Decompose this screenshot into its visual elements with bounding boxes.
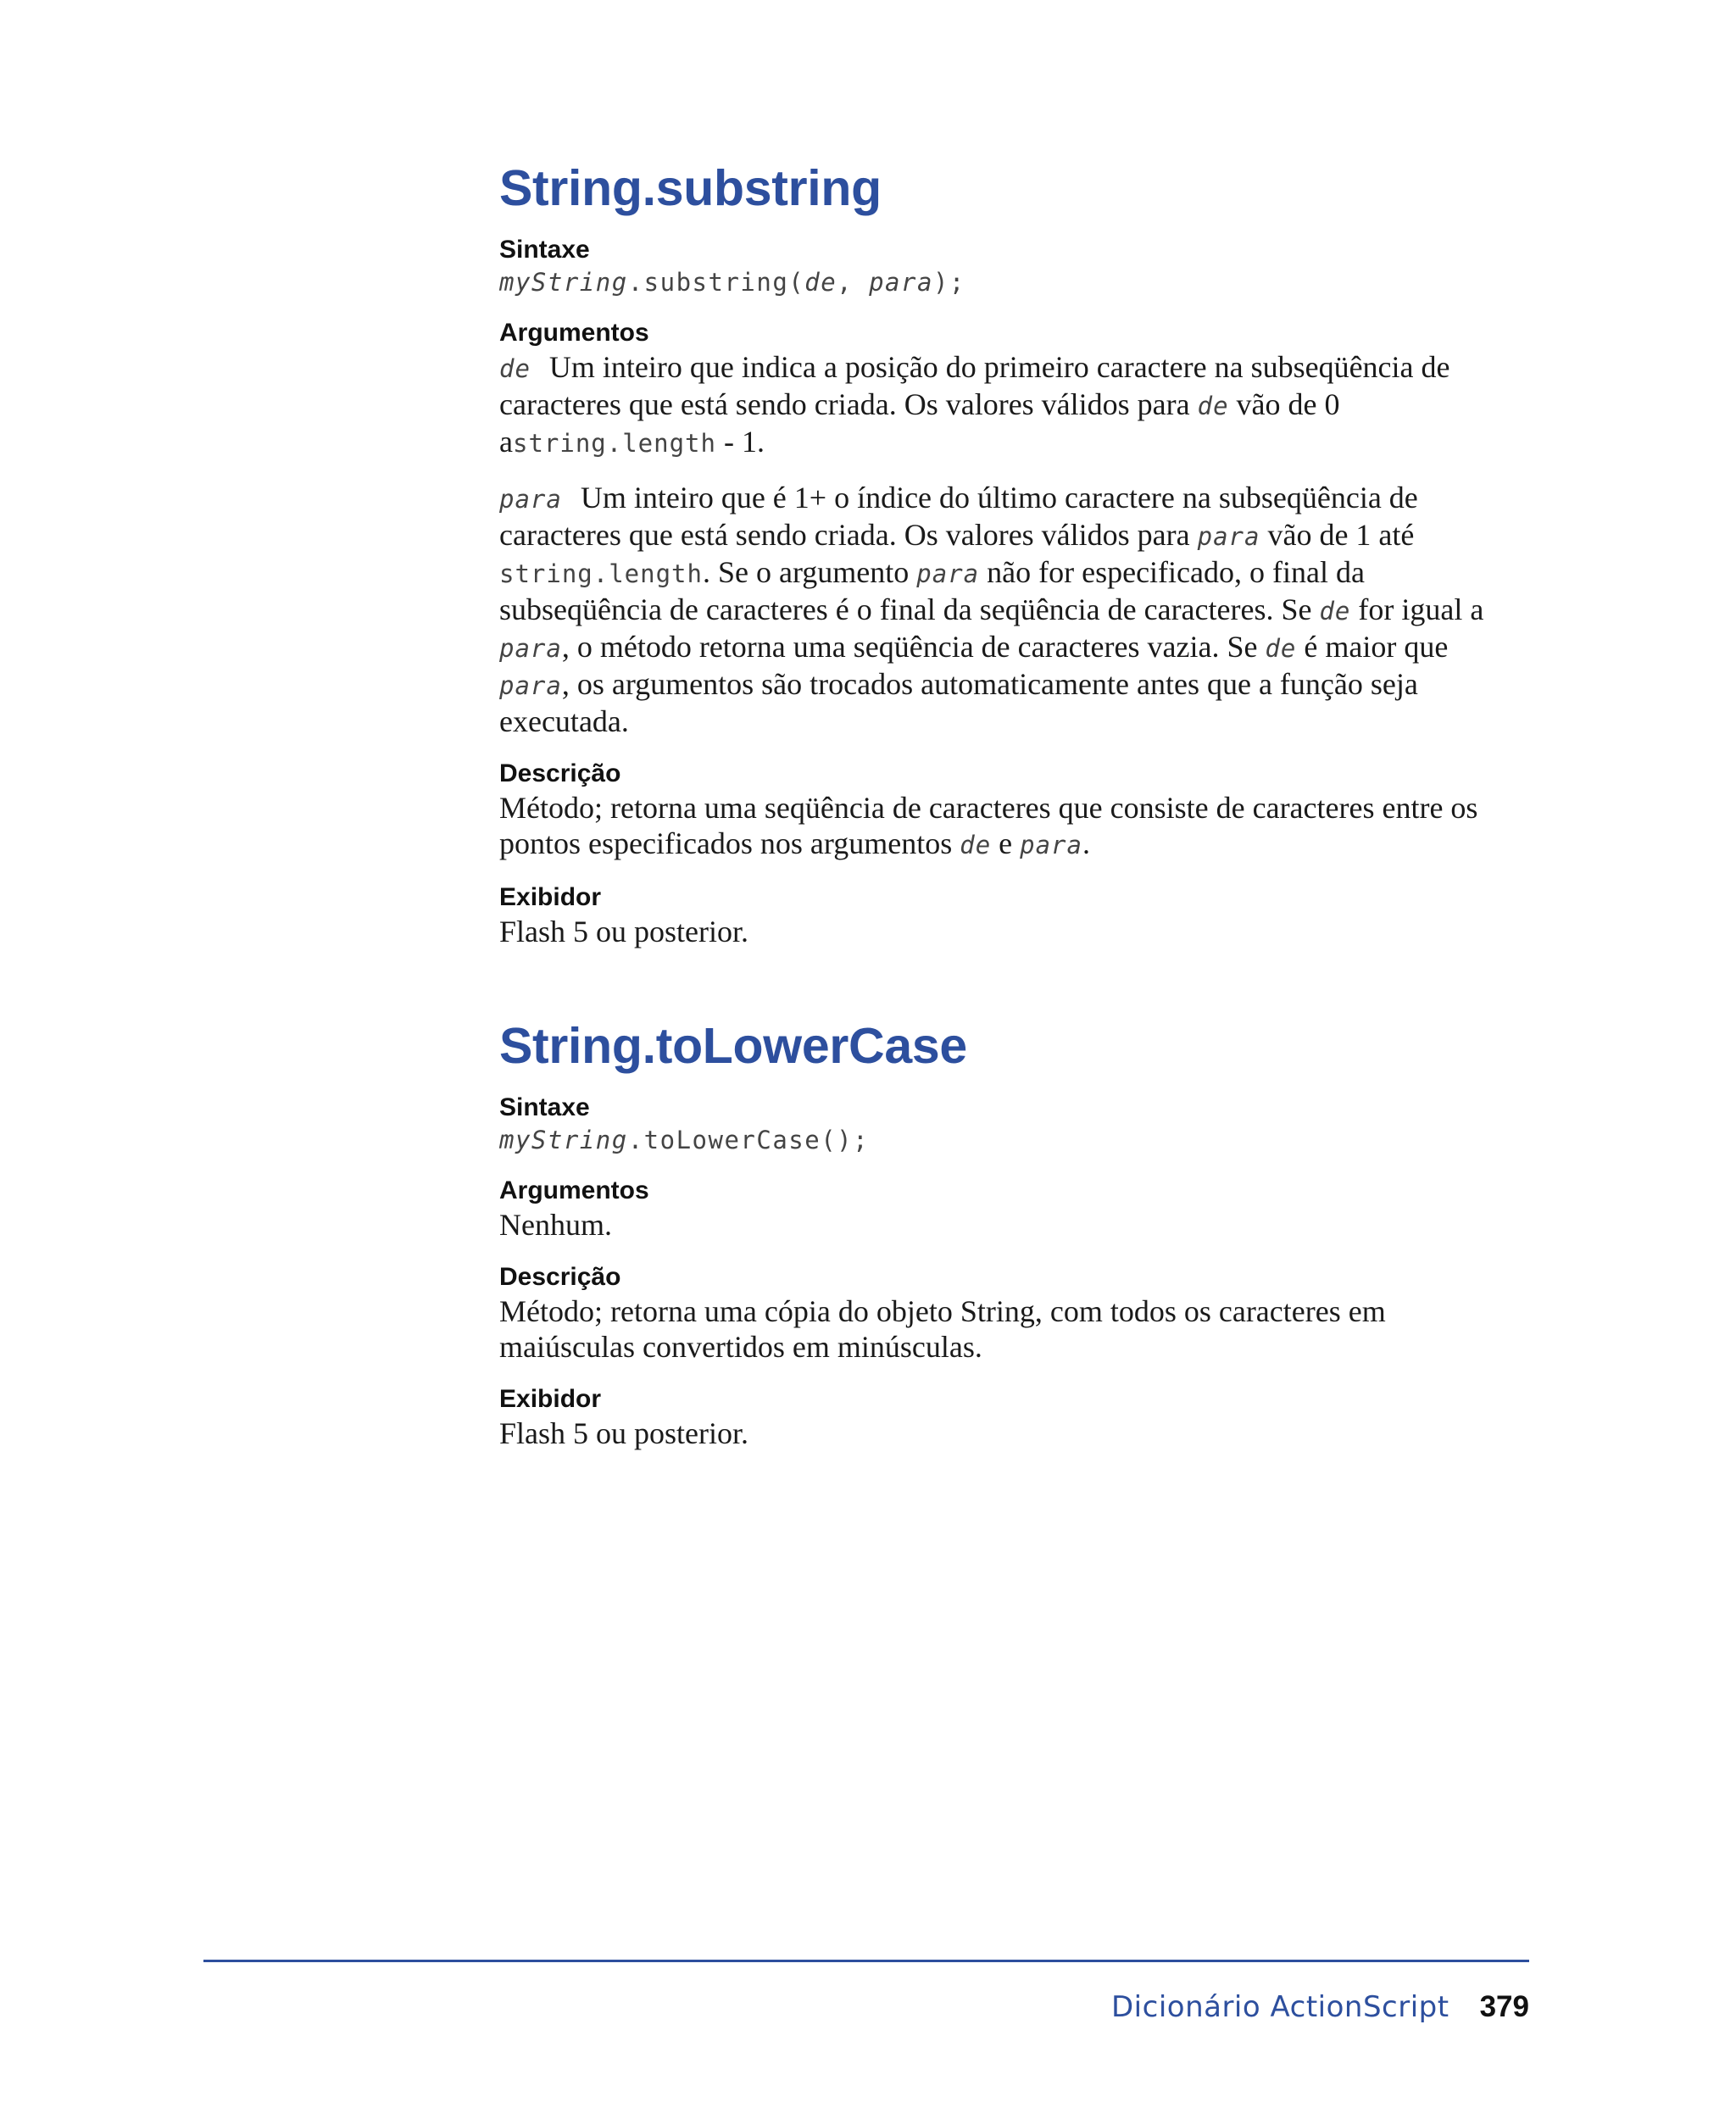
argument-text: for igual a: [1350, 592, 1484, 626]
argument-para: [499, 480, 1516, 739]
syntax-separator: ,: [837, 268, 870, 297]
player-text: Flash 5 ou posterior.: [499, 915, 748, 948]
page-number: 379: [1479, 1990, 1529, 2023]
inline-code: de: [1197, 392, 1229, 420]
arguments-text: Nenhum.: [499, 1208, 612, 1242]
inline-code: para: [916, 559, 980, 588]
arguments-section: [499, 317, 1516, 739]
inline-code: string.length: [499, 559, 703, 588]
description-text: Método; retorna uma cópia do objeto String, com todos os caracteres em maiúsculas convertidos em minúsculas.: [499, 1294, 1386, 1364]
syntax-arg-para: para: [869, 268, 933, 297]
inline-code: de: [1319, 597, 1351, 626]
entry-title: String.substring: [499, 160, 882, 216]
player-label: Exibidor: [499, 883, 602, 911]
syntax-section: [499, 1092, 1516, 1156]
argument-text: não for especificado, o final da subseqüência de caracteres é o final da seqüência de caracteres. Se: [499, 555, 1365, 626]
argument-de: [499, 349, 1516, 461]
arguments-section: [499, 1175, 1516, 1243]
inline-code: para: [499, 634, 562, 663]
syntax-section: [499, 234, 1516, 298]
syntax-label: Sintaxe: [499, 1093, 590, 1121]
syntax-end: );: [932, 268, 965, 297]
footer-book-title: Dicionário ActionScript: [1111, 1990, 1449, 2024]
syntax-object: myString: [499, 268, 628, 297]
syntax-code: [499, 1124, 1516, 1156]
inline-code: para: [1020, 831, 1082, 859]
argument-text: vão de 0 a: [499, 387, 1340, 459]
argument-text: é maior que: [1296, 630, 1449, 664]
argument-text: - 1.: [715, 425, 765, 459]
syntax-arg-de: de: [804, 268, 837, 297]
argument-text: , os argumentos são trocados automaticamente antes que a função seja executada.: [499, 667, 1418, 738]
syntax-method: .toLowerCase();: [627, 1126, 870, 1154]
argument-text: . Se o argumento: [702, 555, 917, 589]
page-footer: [1111, 1990, 1529, 2024]
player-section: [499, 882, 1516, 949]
argument-text: , o método retorna uma seqüência de caracteres vazia. Se: [561, 630, 1266, 664]
player-label: Exibidor: [499, 1385, 602, 1413]
entry-title: String.toLowerCase: [499, 1018, 967, 1074]
syntax-label: Sintaxe: [499, 236, 590, 264]
inline-code: string.length: [512, 429, 716, 458]
syntax-code: [499, 266, 1516, 298]
inline-code: para: [499, 671, 562, 700]
description-section: [499, 758, 1516, 863]
description-text: [499, 790, 1516, 863]
player-text: Flash 5 ou posterior.: [499, 1416, 748, 1450]
description-section: [499, 1261, 1516, 1365]
argument-text: Um inteiro que indica a posição do primeiro caractere na subseqüência de caracteres que está sendo criada. Os valores válidos para: [499, 350, 1450, 421]
argument-text: Um inteiro que é 1+ o índice do último caractere na subseqüência de caracteres que está sendo criada. Os valores válidos para: [499, 481, 1418, 552]
entry-string-tolowercase: [499, 1015, 1516, 1451]
page-content: [499, 158, 1516, 1470]
arguments-label: Argumentos: [499, 319, 649, 347]
inline-code: de: [960, 831, 992, 859]
inline-code: para: [1197, 522, 1260, 551]
player-section: [499, 1383, 1516, 1451]
description-part: e: [991, 826, 1021, 860]
argument-term: de: [499, 354, 531, 383]
description-label: Descrição: [499, 759, 621, 787]
syntax-object: myString: [499, 1126, 628, 1154]
argument-term: para: [499, 485, 562, 514]
inline-code: de: [1265, 634, 1297, 663]
arguments-label: Argumentos: [499, 1176, 649, 1204]
description-label: Descrição: [499, 1263, 621, 1291]
syntax-method: .substring(: [627, 268, 805, 297]
description-part: .: [1082, 826, 1090, 860]
entry-string-substring: [499, 158, 1516, 949]
description-part: Método; retorna uma seqüência de caracteres que consiste de caracteres entre os pontos especificados nos argumentos: [499, 791, 1478, 860]
argument-text: vão de 1 até: [1260, 518, 1415, 552]
footer-rule: [203, 1960, 1529, 1962]
